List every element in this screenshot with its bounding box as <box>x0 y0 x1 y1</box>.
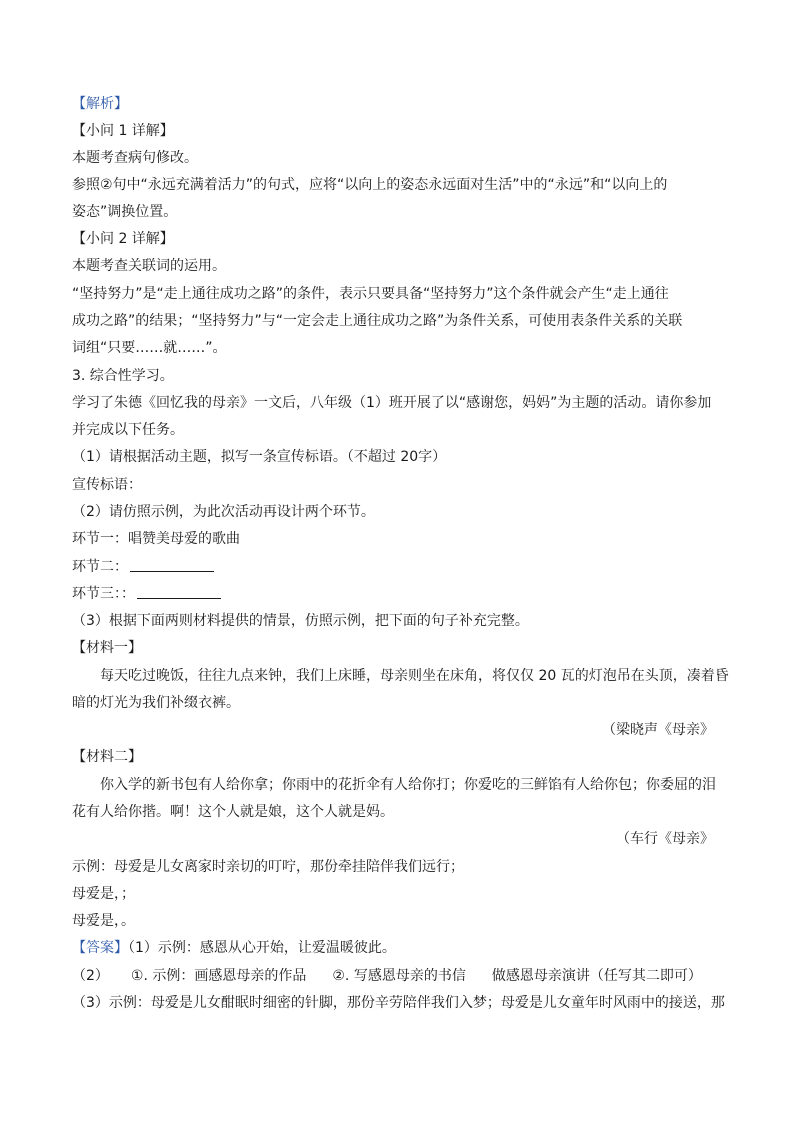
material-2-label: 【材料二】 <box>72 749 142 765</box>
answer-1: （1）示例：感恩从心开始，让爱温暖彼此。 <box>128 940 396 956</box>
task-1: （1）请根据活动主题，拟写一条宣传标语。（不超过 20字） <box>72 449 447 465</box>
answer-2-number: （2） <box>72 968 109 984</box>
slogan-label: 宣传标语： <box>72 477 142 493</box>
step-3-label: 环节三：： <box>72 586 135 602</box>
material-2-line: 花有人给你揩。啊！这个人就是娘，这个人就是妈。 <box>72 804 394 820</box>
fill-sentence-1: 母爱是，； <box>72 886 135 902</box>
answer-3: （3）示例：母爱是儿女酣眠时细密的针脚，那份辛劳陪伴我们入梦；母爱是儿女童年时风雨中的接送，那 <box>72 995 725 1011</box>
subquestion-2-line: 词组“只要……就……”。 <box>72 340 227 356</box>
subquestion-2-line: 成功之路”的结果；“坚持努力”与“一定会走上通往成功之路”为条件关系，可使用表条件关系的关联 <box>72 313 683 329</box>
material-2-line: 你入学的新书包有人给你拿；你雨中的花折伞有人给你打；你爱吃的三鲜馅有人给你包；你委屈的泪 <box>100 777 716 793</box>
subquestion-1-label: 【小问 1 详解】 <box>72 123 174 139</box>
fill-sentence-2: 母爱是，。 <box>72 913 135 929</box>
material-1-label: 【材料一】 <box>72 640 142 656</box>
step-1: 环节一：唱赞美母爱的歌曲 <box>72 531 240 547</box>
step-2-label: 环节二： <box>72 559 128 575</box>
subquestion-1-line: 姿态”调换位置。 <box>72 204 178 220</box>
subquestion-1-line: 本题考查病句修改。 <box>72 150 198 166</box>
task-3: （3）根据下面两则材料提供的情景，仿照示例，把下面的句子补充完整。 <box>72 613 529 629</box>
subquestion-1-line: 参照②句中“永远充满着活力”的句式，应将“以向上的姿态永远面对生活”中的“永远”和“以向上的 <box>72 177 668 193</box>
analysis-label: 【解析】 <box>72 96 128 112</box>
answer-blank <box>130 557 214 572</box>
answer-line-1 <box>72 938 732 958</box>
material-1-source: （梁晓声《母亲》 <box>602 722 714 738</box>
material-1-line: 暗的灯光为我们补缀衣裤。 <box>72 695 240 711</box>
answer-label: 【答案】 <box>72 940 128 956</box>
question-3-heading: 3. 综合性学习。 <box>72 368 174 384</box>
answer-2-part-3: 做感恩母亲演讲（任写其二即可） <box>491 968 702 984</box>
task-2: （2）请仿照示例，为此次活动再设计两个环节。 <box>72 504 375 520</box>
step-3 <box>72 584 732 604</box>
subquestion-2-line: 本题考查关联词的运用。 <box>72 258 226 274</box>
material-2-source: （车行《母亲》 <box>616 831 714 847</box>
answer-2-part-2: ②. 写感恩母亲的书信 <box>332 968 466 984</box>
answer-2-part-1: ①. 示例：画感恩母亲的作品 <box>130 968 307 984</box>
subquestion-2-line: “坚持努力”是“走上通往成功之路”的条件，表示只要具备“坚持努力”这个条件就会产生“走上通往 <box>72 286 669 302</box>
answer-line-2 <box>72 966 732 986</box>
answer-blank <box>137 584 221 599</box>
subquestion-2-label: 【小问 2 详解】 <box>72 231 174 247</box>
material-1-line: 每天吃过晚饭，往往九点来钟，我们上床睡，母亲则坐在床角，将仅仅 20 瓦的灯泡吊在头顶，凑着昏 <box>100 668 729 684</box>
question-3-intro-line: 并完成以下任务。 <box>72 422 184 438</box>
example-sentence: 示例：母爱是儿女离家时亲切的叮咛，那份牵挂陪伴我们远行； <box>72 859 464 875</box>
step-2 <box>72 557 732 577</box>
question-3-intro-line: 学习了朱德《回忆我的母亲》一文后，八年级（1）班开展了以“感谢您，妈妈”为主题的活动。请你参加 <box>72 395 712 411</box>
